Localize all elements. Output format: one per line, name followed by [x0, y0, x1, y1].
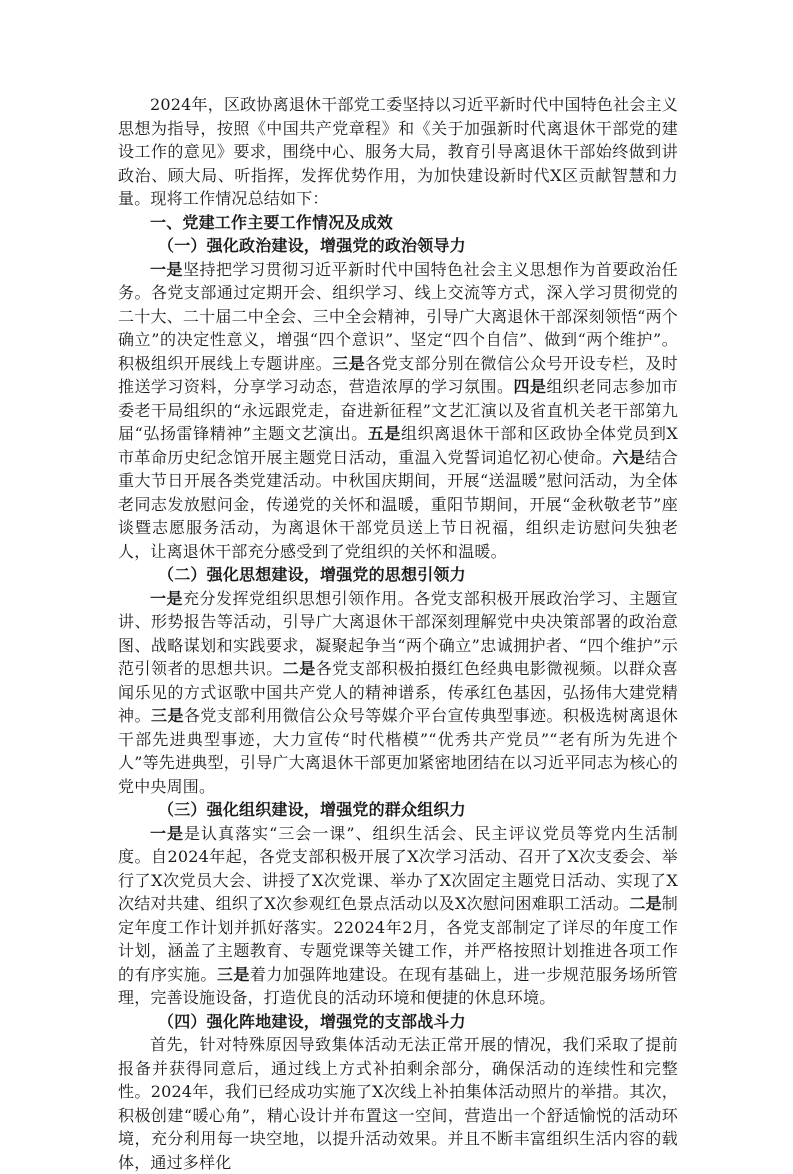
- ordinal-marker: 一是: [150, 823, 185, 843]
- subsection-heading-4: （四）强化阵地建设，增强党的支部战斗力: [158, 1011, 466, 1031]
- ordinal-marker: 二是: [282, 659, 316, 678]
- ordinal-marker: 四是: [513, 377, 547, 396]
- document-page: [118, 93, 678, 1174]
- ordinal-marker: 三是: [150, 706, 184, 725]
- paragraph-organizational-building: 一是是认真落实“三会一课”、组织生活会、民主评议党员等党内生活制度。自2024年起，各党支部积极开展了X次学习活动、召开了X次支委会、举行了X次党员大会、讲授了X次党课、举办了X次固定主题党日活动、实现了X次结对共建、组织了X次参观红色景点活动以及X次慰问困难职工活动。二是制定年度工作计划并抓好落实。22024年2月，各党支部制定了详尽的年度工作计划，涵盖了主题教育、专题党课等关键工作，并严格按照计划推进各项工作的有序实施。三是着力加强阵地建设。在现有基础上，进一步规范服务场所管理，完善设施设备，打造优良的活动环境和便捷的休息环境。: [118, 823, 679, 1007]
- ordinal-marker: 六是: [612, 447, 646, 467]
- paragraph-political-building: 一是坚持把学习贯彻习近平新时代中国特色社会主义思想作为首要政治任务。各党支部通过定期开会、组织学习、线上交流等方式，深入学习贯彻党的二十大、二十届二中全会、三中全会精神，引导广大离退休干部深刻领悟“两个确立”的决定性意义，增强“四个意识”、坚定“四个自信”、做到“两个维护”。积极组织开展线上专题讲座。三是各党支部分别在微信公众号开设专栏，及时推送学习资料，分享学习动态，营造浓厚的学习氛围。四是组织老同志参加市委老干局组织的“永远跟党走，奋进新征程”文艺汇演以及省直机关老干部第九届“弘扬雷锋精神”主题文艺演出。五是组织离退休干部和区政协全体党员到X市革命历史纪念馆开展主题党日活动，重温入党誓词追忆初心使命。六是结合重大节日开展各类党建活动。中秋国庆期间，开展“送温暖”慰问活动，为全体老同志发放慰问金，传递党的关怀和温暖，重阳节期间，开展“金秋敬老节”座谈暨志愿服务活动，为离退休干部党员送上节日祝福，组织走访慰问失独老人，让离退休干部充分感受到了党组织的关怀和温暖。: [118, 259, 679, 561]
- paragraph-position-building: 首先，针对特殊原因导致集体活动无法正常开展的情况，我们采取了提前报备并获得同意后，通过线上方式补拍剩余部分，确保活动的连续性和完整性。2024年，我们已经成功实施了X次线上补拍集体活动照片的举措。其次，积极创建“暖心角”，精心设计并布置这一空间，营造出一个舒适愉悦的活动环境，充分利用每一块空地，以提升活动效果。并且不断丰富组织生活内容的载体，通过多样化: [118, 1035, 678, 1172]
- subsection-heading-1: （一）强化政治建设，增强党的政治领导力: [158, 236, 466, 255]
- subsection-heading-3: （三）强化组织建设，增强党的群众组织力: [158, 800, 466, 819]
- intro-paragraph: 2024年，区政协离退休干部党工委坚持以习近平新时代中国特色社会主义思想为指导，按照《中国共产党章程》和《关于加强新时代离退休干部党的建设工作的意见》要求，围绕中心、服务大局，教育引导离退休干部始终做到讲政治、顾大局、听指挥，发挥优势作用，为加快建设新时代X区贡献智慧和力量。现将工作情况总结如下：: [118, 95, 678, 208]
- paragraph-ideological-building: 一是充分发挥党组织思想引领作用。各党支部积极开展政治学习、主题宣讲、形势报告等活动，引导广大离退休干部深刻理解党中央决策部署的政治意图、战略谋划和实践要求，凝聚起争当“两个确立”忠诚拥护者、“四个维护”示范引领者的思想共识。二是各党支部积极拍摄红色经典电影微视频。以群众喜闻乐见的方式讴歌中国共产党人的精神谱系，传承红色基因，弘扬伟大建党精神。三是各党支部利用微信公众号等媒介平台宣传典型事迹。积极选树离退休干部先进典型事迹，大力宣传“时代楷模”“优秀共产党员”“老有所为先进个人”等先进典型，引导广大离退休干部更加紧密地团结在以习近平同志为核心的党中央周围。: [118, 588, 678, 796]
- ordinal-marker: 一是: [150, 259, 184, 279]
- ordinal-marker: 二是: [629, 894, 662, 913]
- section-heading: 一、党建工作主要工作情况及成效: [150, 212, 394, 232]
- ordinal-marker: 五是: [367, 424, 401, 443]
- ordinal-marker: 一是: [150, 588, 184, 608]
- subsection-heading-2: （二）强化思想建设，增强党的思想引领力: [158, 565, 466, 584]
- ordinal-marker: 三是: [216, 964, 250, 984]
- ordinal-marker: 三是: [332, 353, 366, 373]
